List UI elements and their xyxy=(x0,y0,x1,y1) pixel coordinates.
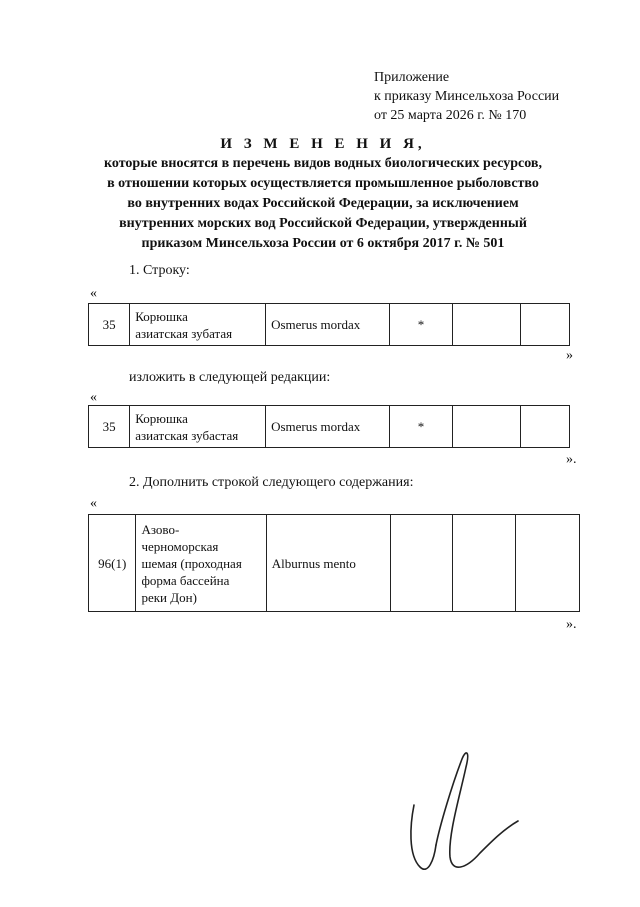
item-1-close-quote: » xyxy=(566,348,573,363)
species-name-line-2: черноморская xyxy=(141,538,219,554)
mark-cell: * xyxy=(389,406,452,448)
title-line-1: которые вносятся в перечень видов водных биологических ресурсов, xyxy=(104,156,542,171)
appendix-line-3: от 25 марта 2026 г. № 170 xyxy=(374,108,527,123)
appendix-header xyxy=(374,68,559,125)
table-row-new xyxy=(88,405,570,448)
species-name xyxy=(136,515,266,612)
appendix-line-2: к приказу Минсельхоза России xyxy=(374,89,560,104)
replace-intro: изложить в следующей редакции: xyxy=(129,370,331,385)
signature-mark xyxy=(400,745,560,885)
species-name xyxy=(130,406,266,448)
replace-close-quote: ». xyxy=(566,452,577,467)
document-title xyxy=(60,134,586,254)
title-line-3: во внутренних водах Российской Федерации, за исключением xyxy=(127,196,519,211)
title-line-5: приказом Минсельхоза России от 6 октября 2017 г. № 501 xyxy=(141,236,505,251)
title-line-2: в отношении которых осуществляется промышленное рыболовство xyxy=(107,176,539,191)
empty-cell xyxy=(453,406,520,448)
species-name-line-1: Корюшка xyxy=(135,410,188,426)
empty-cell xyxy=(520,406,569,448)
empty-cell xyxy=(453,304,520,346)
species-name-line-4: форма бассейна xyxy=(141,572,230,588)
item-2-intro: 2. Дополнить строкой следующего содержания: xyxy=(129,475,414,490)
title-line-4: внутренних морских вод Российской Федерации, утвержденный xyxy=(119,216,527,231)
row-number: 35 xyxy=(89,304,130,346)
row-number: 35 xyxy=(89,406,130,448)
row-number: 96(1) xyxy=(89,515,136,612)
item-2-open-quote: « xyxy=(90,496,97,511)
empty-cell xyxy=(520,304,569,346)
latin-name: Osmerus mordax xyxy=(266,304,390,346)
item-1-open-quote: « xyxy=(90,286,97,301)
empty-cell xyxy=(452,515,516,612)
species-name-line-2: азиатская зубатая xyxy=(135,325,233,341)
species-name-line-5: реки Дон) xyxy=(141,589,197,605)
species-name-line-1: Азово- xyxy=(141,521,180,537)
appendix-line-1: Приложение xyxy=(374,70,450,85)
mark-cell: * xyxy=(389,304,452,346)
item-1-intro: 1. Строку: xyxy=(129,263,190,278)
table-row-added xyxy=(88,514,580,612)
table-row-old xyxy=(88,303,570,346)
species-name-line-2: азиатская зубастая xyxy=(135,427,239,443)
empty-cell xyxy=(516,515,580,612)
latin-name: Alburnus mento xyxy=(266,515,390,612)
empty-cell xyxy=(391,515,453,612)
latin-name: Osmerus mordax xyxy=(266,406,390,448)
species-name xyxy=(130,304,266,346)
item-2-close-quote: ». xyxy=(566,617,577,632)
replace-open-quote: « xyxy=(90,390,97,405)
species-name-line-3: шемая (проходная xyxy=(141,555,242,571)
species-name-line-1: Корюшка xyxy=(135,308,188,324)
title-heading: И З М Е Н Е Н И Я, xyxy=(220,136,426,152)
